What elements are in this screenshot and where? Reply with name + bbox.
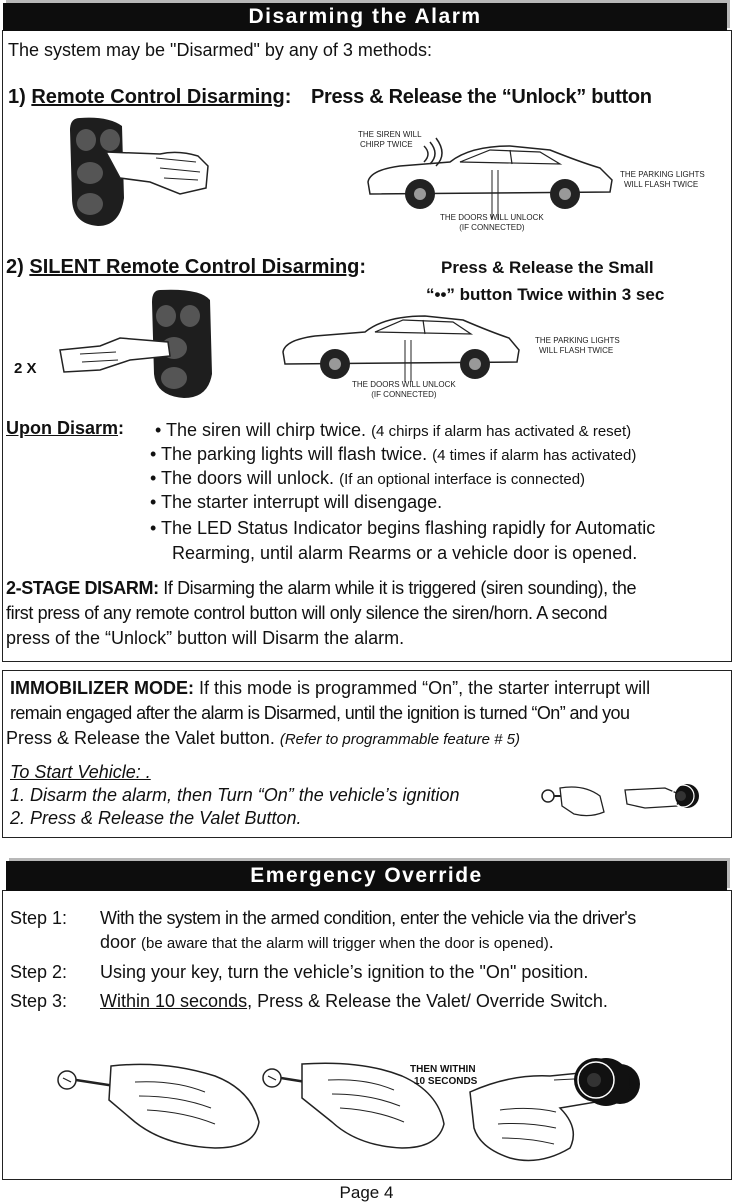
key-turn-icon <box>540 782 610 820</box>
upon-bullet-4: • The starter interrupt will disengage. <box>150 492 443 512</box>
step3-text: Within 10 seconds, Press & Release the Valet/ Override Switch. <box>100 991 608 1011</box>
method1-number: 1) <box>8 86 26 108</box>
method2-colon: : <box>359 256 367 278</box>
m1-siren-label: THE SIREN WILL CHIRP TWICE <box>358 130 422 149</box>
m2-doors-label: THE DOORS WILL UNLOCK (IF CONNECTED) <box>352 380 456 399</box>
method2-title: SILENT Remote Control Disarming <box>29 256 360 278</box>
step1-line1: With the system in the armed condition, enter the vehicle via the driver's <box>100 908 636 928</box>
start-vehicle-title: To Start Vehicle: . <box>10 762 151 782</box>
upon-bullet-3: • The doors will unlock. (If an optional interface is connected) <box>150 468 586 488</box>
override-button-press-illustration <box>470 1048 640 1168</box>
remote-hand-illustration <box>60 118 220 228</box>
step2-text: Using your key, turn the vehicle’s ignition to the "On" position. <box>100 962 589 982</box>
method2-count: 2 X <box>14 360 37 377</box>
then-within-label: THEN WITHIN 10 SECONDS <box>410 1064 478 1087</box>
upon-disarm-heading: Upon Disarm: <box>6 418 125 438</box>
disarm-title-banner <box>3 3 727 31</box>
upon-bullet-5: • The LED Status Indicator begins flashing rapidly for Automatic <box>150 518 656 538</box>
method2-action-line2: “••” button Twice within 3 sec <box>426 285 665 304</box>
upon-bullet-2: • The parking lights will flash twice. (4 times if alarm has activated) <box>150 444 637 464</box>
m1-lights-label: THE PARKING LIGHTS WILL FLASH TWICE <box>620 170 705 189</box>
remote-hand-twice-illustration <box>60 290 220 400</box>
two-stage-line1: 2-STAGE DISARM: If Disarming the alarm while it is triggered (siren sounding), the <box>6 578 637 598</box>
immobilizer-line3: Press & Release the Valet button. (Refer to programmable feature # 5) <box>6 728 520 748</box>
method1-action: Press & Release the “Unlock” button <box>310 86 652 108</box>
page-number: Page 4 <box>339 1183 394 1202</box>
disarm-title: Disarming the Alarm <box>248 5 482 28</box>
step3-label: Step 3: <box>10 991 68 1011</box>
method1-title: Remote Control Disarming <box>31 86 285 108</box>
car-illustration-1 <box>360 140 620 210</box>
two-stage-line2: first press of any remote control button will only silence the siren/horn. A second <box>6 603 608 623</box>
m1-doors-label: THE DOORS WILL UNLOCK (IF CONNECTED) <box>440 213 544 232</box>
method2-heading <box>6 256 366 279</box>
upon-bullet-5-cont: Rearming, until alarm Rearms or a vehicle door is opened. <box>172 543 638 563</box>
siren-waves-icon <box>418 136 448 166</box>
emergency-title-banner <box>6 861 727 891</box>
start-vehicle-step1: 1. Disarm the alarm, then Turn “On” the vehicle’s ignition <box>10 785 460 805</box>
key-ignition-illustration-1 <box>55 1062 265 1152</box>
two-stage-line3: press of the “Unlock” button will Disarm the alarm. <box>6 628 405 648</box>
method2-action-line1: Press & Release the Small <box>441 258 654 277</box>
start-vehicle-step2: 2. Press & Release the Valet Button. <box>10 808 302 828</box>
method1-heading <box>8 86 652 109</box>
step1-line2: door (be aware that the alarm will trigger when the door is opened). <box>100 932 554 952</box>
disarm-intro: The system may be "Disarmed" by any of 3 methods: <box>8 40 432 60</box>
step2-label: Step 2: <box>10 962 68 982</box>
valet-button-press-icon <box>625 782 705 814</box>
immobilizer-line2: remain engaged after the alarm is Disarmed, until the ignition is turned “On” and you <box>10 703 630 723</box>
upon-bullet-1: • The siren will chirp twice. (4 chirps if alarm has activated & reset) <box>155 420 632 440</box>
method1-colon: : <box>284 86 292 108</box>
emergency-title: Emergency Override <box>250 864 483 887</box>
car-illustration-2 <box>275 312 525 382</box>
step1-label: Step 1: <box>10 908 68 928</box>
m2-lights-label: THE PARKING LIGHTS WILL FLASH TWICE <box>535 336 620 355</box>
method2-number: 2) <box>6 256 24 278</box>
immobilizer-line1: IMMOBILIZER MODE: If this mode is programmed “On”, the starter interrupt will <box>10 678 651 698</box>
